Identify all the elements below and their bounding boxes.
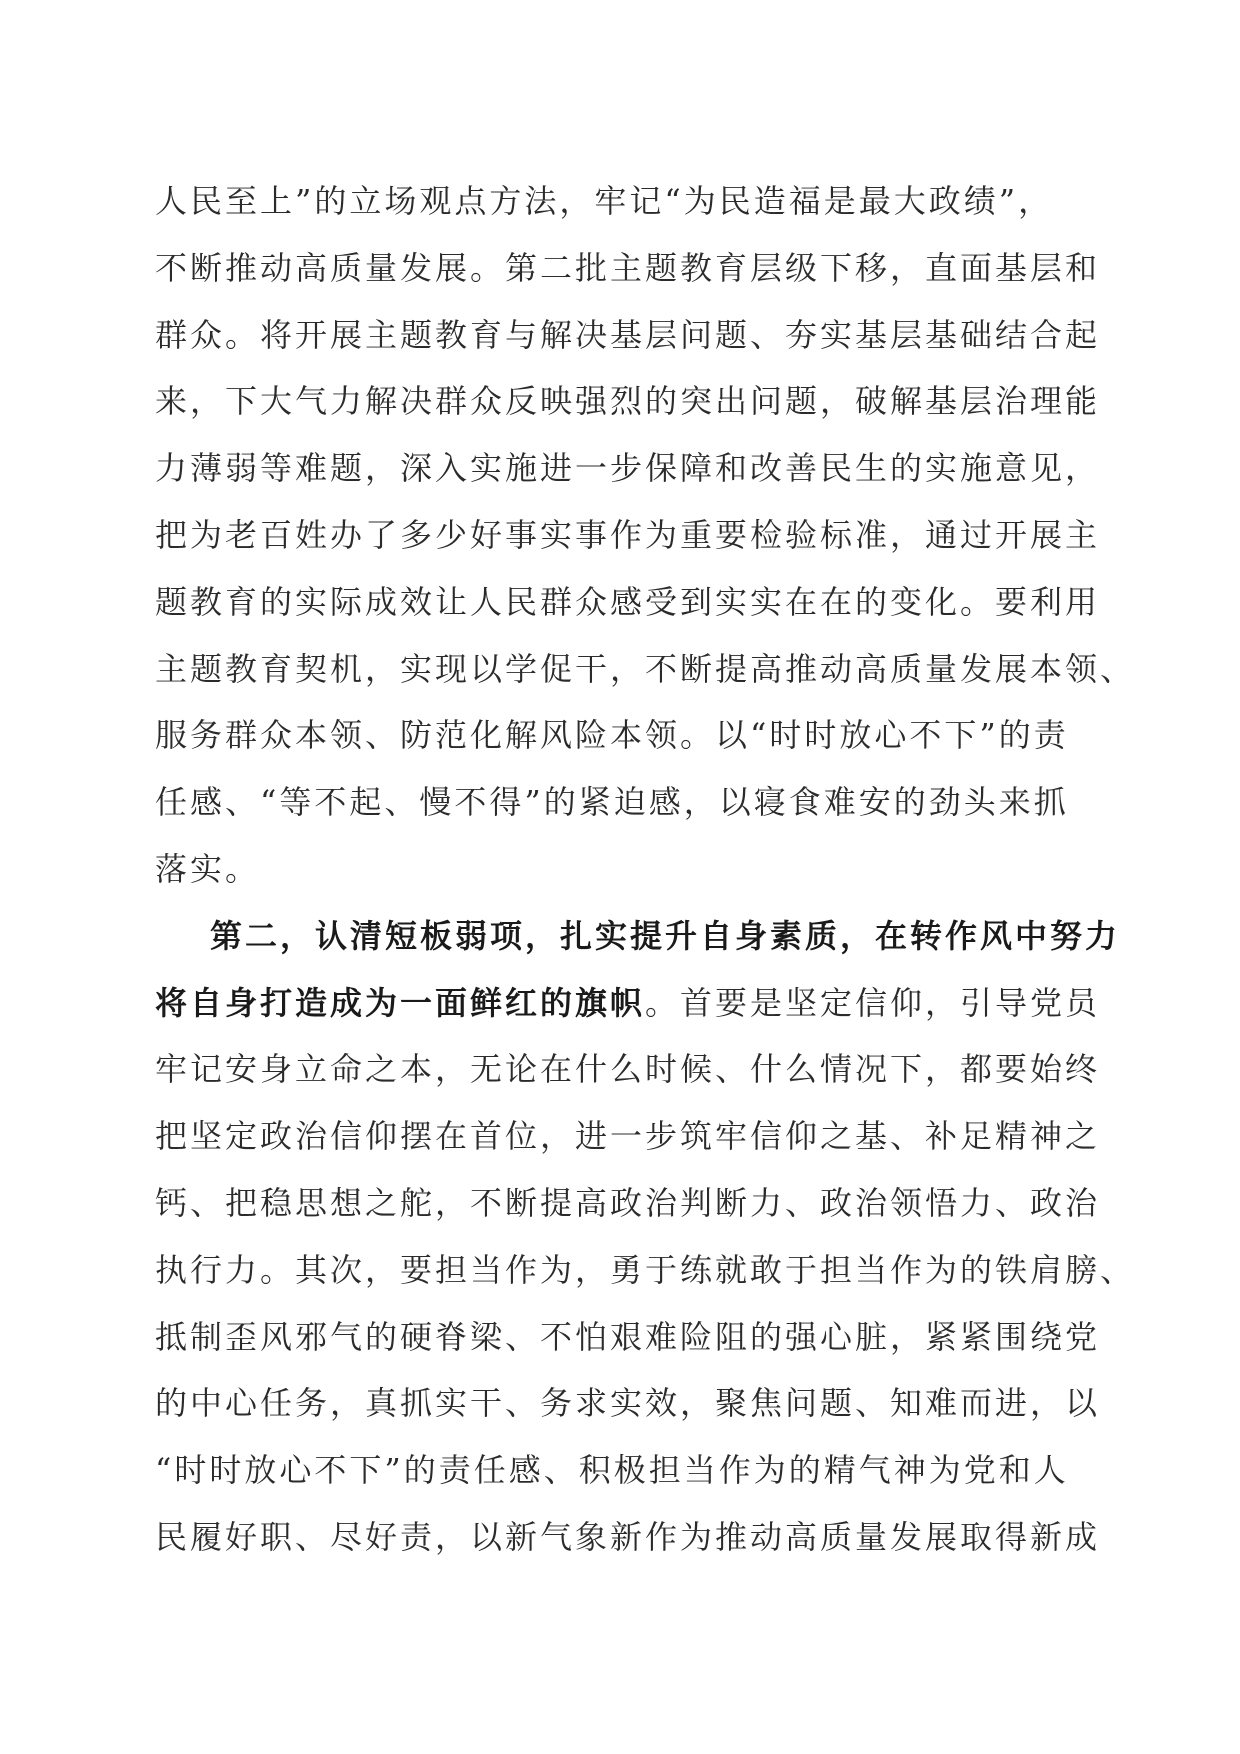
text-line: 民履好职、尽好责，以新气象新作为推动高质量发展取得新成 xyxy=(155,1517,1101,1556)
text-line: 把为老百姓办了多少好事实事作为重要检验标准，通过开展主 xyxy=(155,515,1101,554)
text-line: 抵制歪风邪气的硬脊梁、不怕艰难险阻的强心脏，紧紧围绕党 xyxy=(155,1317,1101,1356)
text-line: 落实。 xyxy=(155,849,261,888)
text-line: 任感、“等不起、慢不得”的紧迫感，以寝食难安的劲头来抓 xyxy=(155,783,1069,822)
text-line: “时时放心不下”的责任感、积极担当作为的精气神为党和人 xyxy=(155,1451,1069,1490)
text-line: 力薄弱等难题，深入实施进一步保障和改善民生的实施意见， xyxy=(155,449,1101,488)
text-line: 执行力。其次，要担当作为，勇于练就敢于担当作为的铁肩膀、 xyxy=(155,1250,1136,1289)
text-line: 钙、把稳思想之舵，不断提高政治判断力、政治领悟力、政治 xyxy=(155,1183,1101,1222)
paragraph-1 xyxy=(155,168,1136,903)
text-line xyxy=(155,970,1101,1037)
paragraph-heading-continued: 将自身打造成为一面鲜红的旗帜 xyxy=(155,983,646,1022)
paragraph-heading: 第二，认清短板弱项，扎实提升自身素质，在转作风中努力 xyxy=(210,916,1121,955)
text-run: 。首要是坚定信仰，引导党员 xyxy=(645,983,1101,1022)
text-line: 主题教育契机，实现以学促干，不断提高推动高质量发展本领、 xyxy=(155,649,1136,688)
paragraph-heading-line xyxy=(155,903,1121,970)
text-line: 的中心任务，真抓实干、务求实效，聚焦问题、知难而进，以 xyxy=(155,1384,1101,1423)
text-line: 人民至上”的立场观点方法，牢记“为民造福是最大政绩”， xyxy=(155,182,1054,220)
text-line: 不断推动高质量发展。第二批主题教育层级下移，直面基层和 xyxy=(155,248,1101,287)
text-line: 牢记安身立命之本，无论在什么时候、什么情况下，都要始终 xyxy=(155,1050,1101,1089)
text-line: 把坚定政治信仰摆在首位，进一步筑牢信仰之基、补足精神之 xyxy=(155,1117,1101,1156)
text-line: 服务群众本领、防范化解风险本领。以“时时放心不下”的责 xyxy=(155,716,1069,755)
text-line: 题教育的实际成效让人民群众感受到实实在在的变化。要利用 xyxy=(155,582,1101,621)
text-line: 群众。将开展主题教育与解决基层问题、夯实基层基础结合起 xyxy=(155,315,1101,354)
text-line: 来，下大气力解决群众反映强烈的突出问题，破解基层治理能 xyxy=(155,382,1101,421)
document-body xyxy=(155,168,1136,1571)
paragraph-2 xyxy=(155,903,1136,1571)
